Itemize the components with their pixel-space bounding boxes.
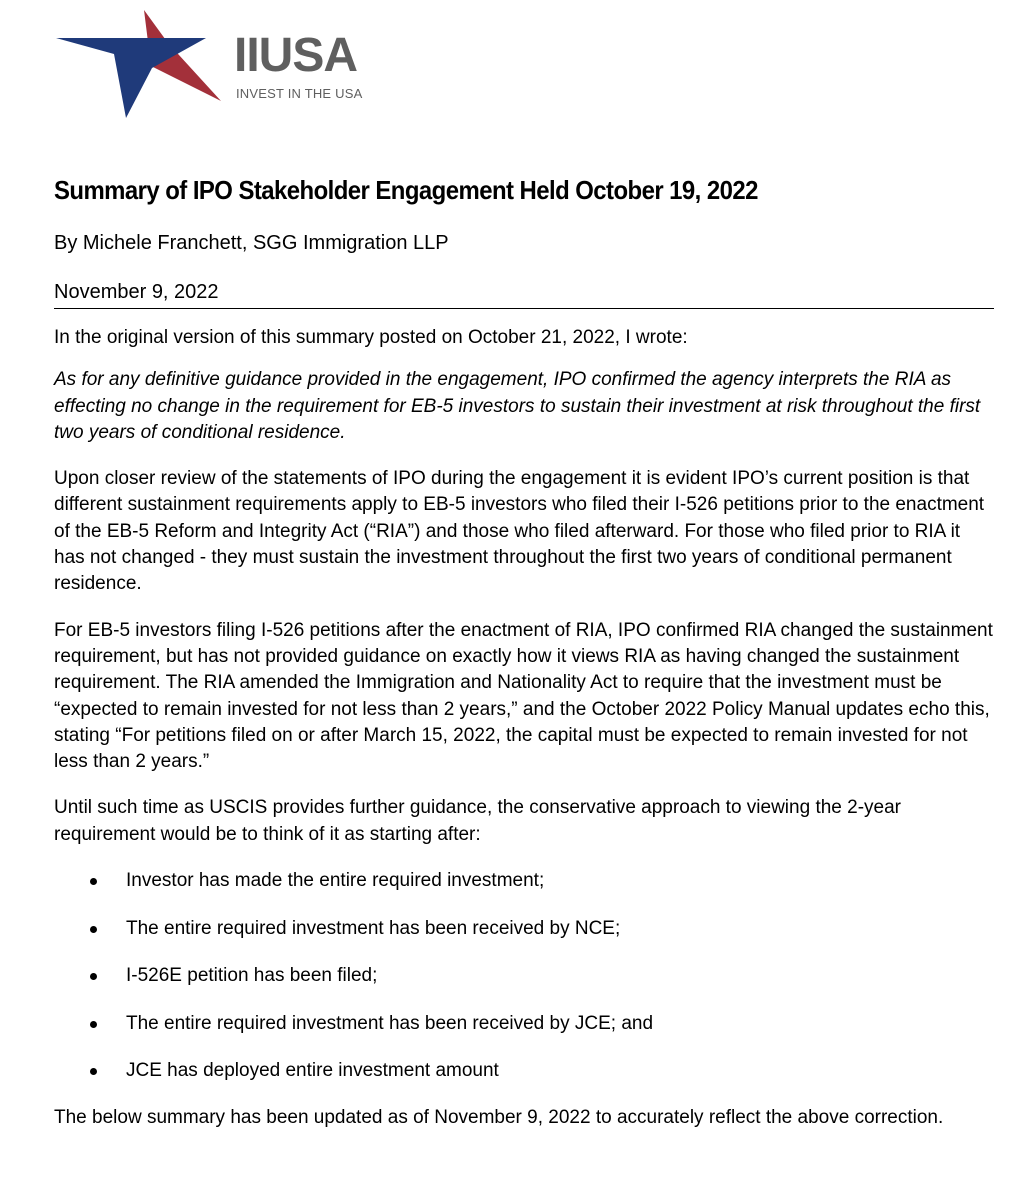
bullet-icon (90, 973, 97, 980)
list-item-text: Investor has made the entire required investment; (126, 870, 545, 892)
star-icon (56, 10, 236, 122)
requirement-list (54, 868, 994, 1084)
review-paragraph: Upon closer review of the statements of IPO during the engagement it is evident IPO’s current position is that different sustainment requirements apply to EB-5 investors who filed their I-526 petitions prior to the enactment of the EB-5 Reform and Integrity Act (“RIA”) and those who filed afterward. For those who filed prior to RIA it has not changed - they must sustain the investment throughout the first two years of conditional permanent residence. (54, 468, 985, 595)
iiusa-logo (56, 10, 386, 122)
list-item-text: JCE has deployed entire investment amount (126, 1060, 499, 1082)
quoted-paragraph: As for any definitive guidance provided in the engagement, IPO confirmed the agency interprets the RIA as effecting no change in the requirement for EB-5 investors to sustain their investment at risk throughout the first two years of conditional residence. (54, 369, 981, 443)
list-item-text: I-526E petition has been filed; (126, 965, 378, 987)
list-item (54, 1011, 994, 1037)
document-title: Summary of IPO Stakeholder Engagement Held October 19, 2022 (54, 175, 758, 205)
list-item-text: The entire required investment has been received by JCE; and (126, 1012, 654, 1034)
guidance-paragraph: Until such time as USCIS provides further guidance, the conservative approach to viewing the 2-year requirement would be to think of it as starting after: (54, 797, 901, 845)
post-ria-paragraph: For EB-5 investors filing I-526 petitions after the enactment of RIA, IPO confirmed RIA changed the sustainment requirement, but has not provided guidance on exactly how it views RIA as having changed the sustainment requirement. The RIA amended the Immigration and Nationality Act to require that the investment must be “expected to remain invested for not less than 2 years,” and the October 2022 Policy Manual updates echo this, stating “For petitions filed on or after March 15, 2022, the capital must be expected to remain invested for not less than 2 years.” (54, 619, 993, 773)
list-item (54, 868, 994, 894)
date-text: November 9, 2022 (54, 281, 219, 303)
list-item (54, 963, 994, 989)
logo-wordmark: IIUSA (234, 29, 358, 82)
list-item (54, 1058, 994, 1084)
list-item (54, 916, 994, 942)
document-date (54, 279, 994, 309)
author-byline: By Michele Franchett, SGG Immigration LLP (54, 232, 449, 254)
closing-paragraph: The below summary has been updated as of November 9, 2022 to accurately reflect the above correction. (54, 1106, 944, 1128)
bullet-icon (90, 878, 97, 885)
document-body (54, 170, 994, 1131)
bullet-icon (90, 926, 97, 933)
bullet-icon (90, 1068, 97, 1075)
bullet-icon (90, 1021, 97, 1028)
logo-tagline: INVEST IN THE USA (236, 86, 363, 101)
list-item-text: The entire required investment has been received by NCE; (126, 917, 621, 939)
intro-paragraph: In the original version of this summary posted on October 21, 2022, I wrote: (54, 327, 688, 348)
